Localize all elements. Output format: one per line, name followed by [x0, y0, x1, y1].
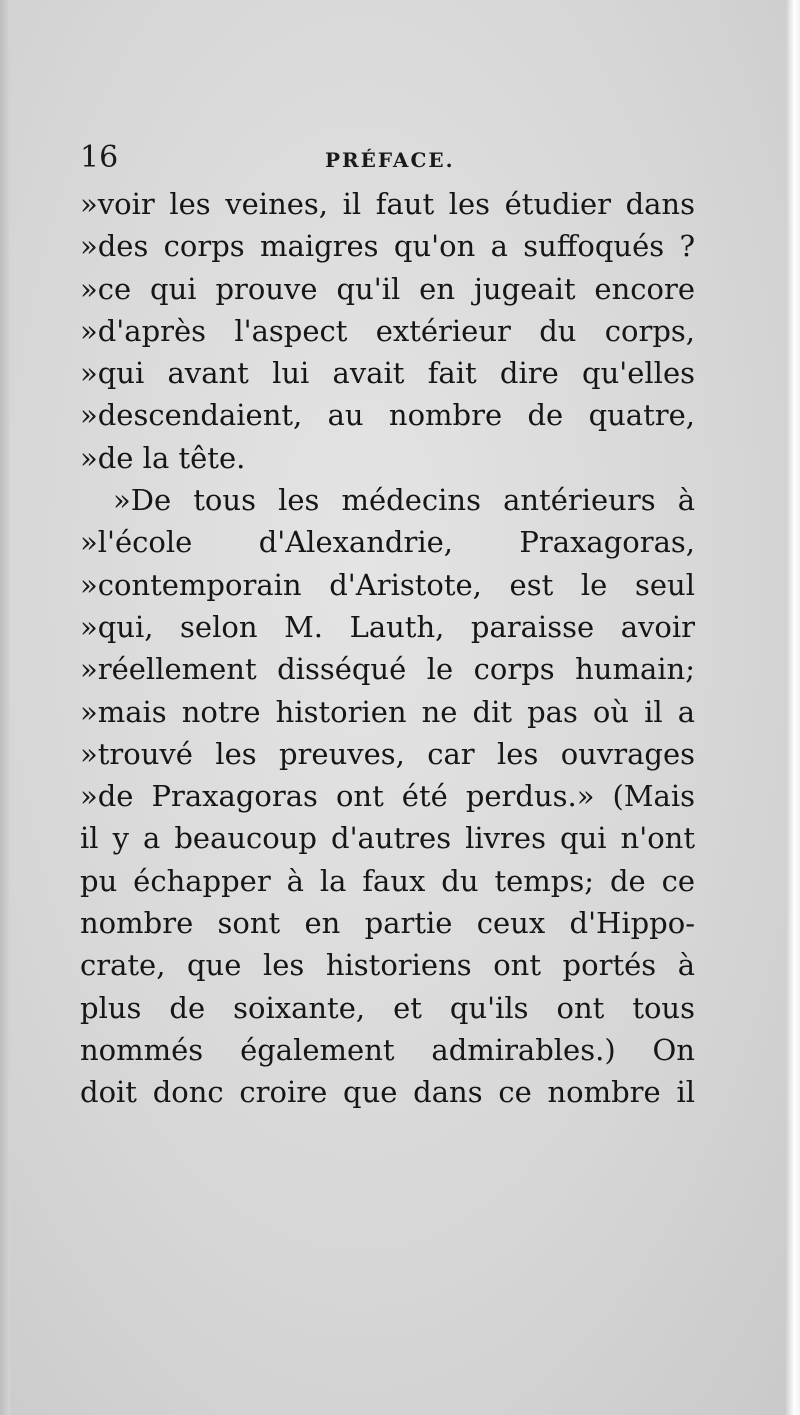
text-line: »d'après l'aspect extérieur du corps,	[80, 313, 695, 348]
text-line: »contemporain d'Aristote, est le seul	[80, 567, 695, 602]
text-line: »qui, selon M. Lauth, paraisse avoir	[80, 609, 695, 644]
page-right-edge	[786, 0, 800, 1415]
body-text	[80, 183, 695, 1114]
text-line: »De tous les médecins antérieurs à	[113, 483, 695, 518]
text-line: nommés également admirables.) On	[80, 1032, 695, 1067]
text-line: »de la tête.	[80, 440, 246, 475]
page-left-shadow	[0, 0, 10, 1415]
text-line: »trouvé les preuves, car les ouvrages	[80, 736, 695, 771]
page-header	[80, 140, 690, 180]
text-line: »réellement disséqué le corps humain;	[80, 652, 695, 687]
text-line: »ce qui prouve qu'il en jugeait encore	[80, 271, 695, 306]
text-line: »de Praxagoras ont été perdus.» (Mais	[80, 779, 695, 814]
text-line: nombre sont en partie ceux d'Hippo-	[80, 906, 695, 941]
text-line: il y a beaucoup d'autres livres qui n'ont	[80, 821, 695, 856]
text-line: doit donc croire que dans ce nombre il	[80, 1075, 695, 1110]
text-line: »mais notre historien ne dit pas où il a	[80, 694, 695, 729]
running-title: PRÉFACE.	[325, 148, 455, 172]
text-line: pu échapper à la faux du temps; de ce	[80, 863, 695, 898]
text-line: »qui avant lui avait fait dire qu'elles	[80, 356, 695, 391]
text-line: »des corps maigres qu'on a suffoqués ?	[80, 229, 695, 264]
text-line: »descendaient, au nombre de quatre,	[80, 398, 695, 433]
text-line: plus de soixante, et qu'ils ont tous	[80, 990, 695, 1025]
text-line: crate, que les historiens ont portés à	[80, 948, 695, 983]
text-line: »l'école d'Alexandrie, Praxagoras,	[80, 525, 695, 560]
page-number: 16	[80, 140, 119, 175]
text-line: »voir les veines, il faut les étudier dans	[80, 187, 695, 221]
